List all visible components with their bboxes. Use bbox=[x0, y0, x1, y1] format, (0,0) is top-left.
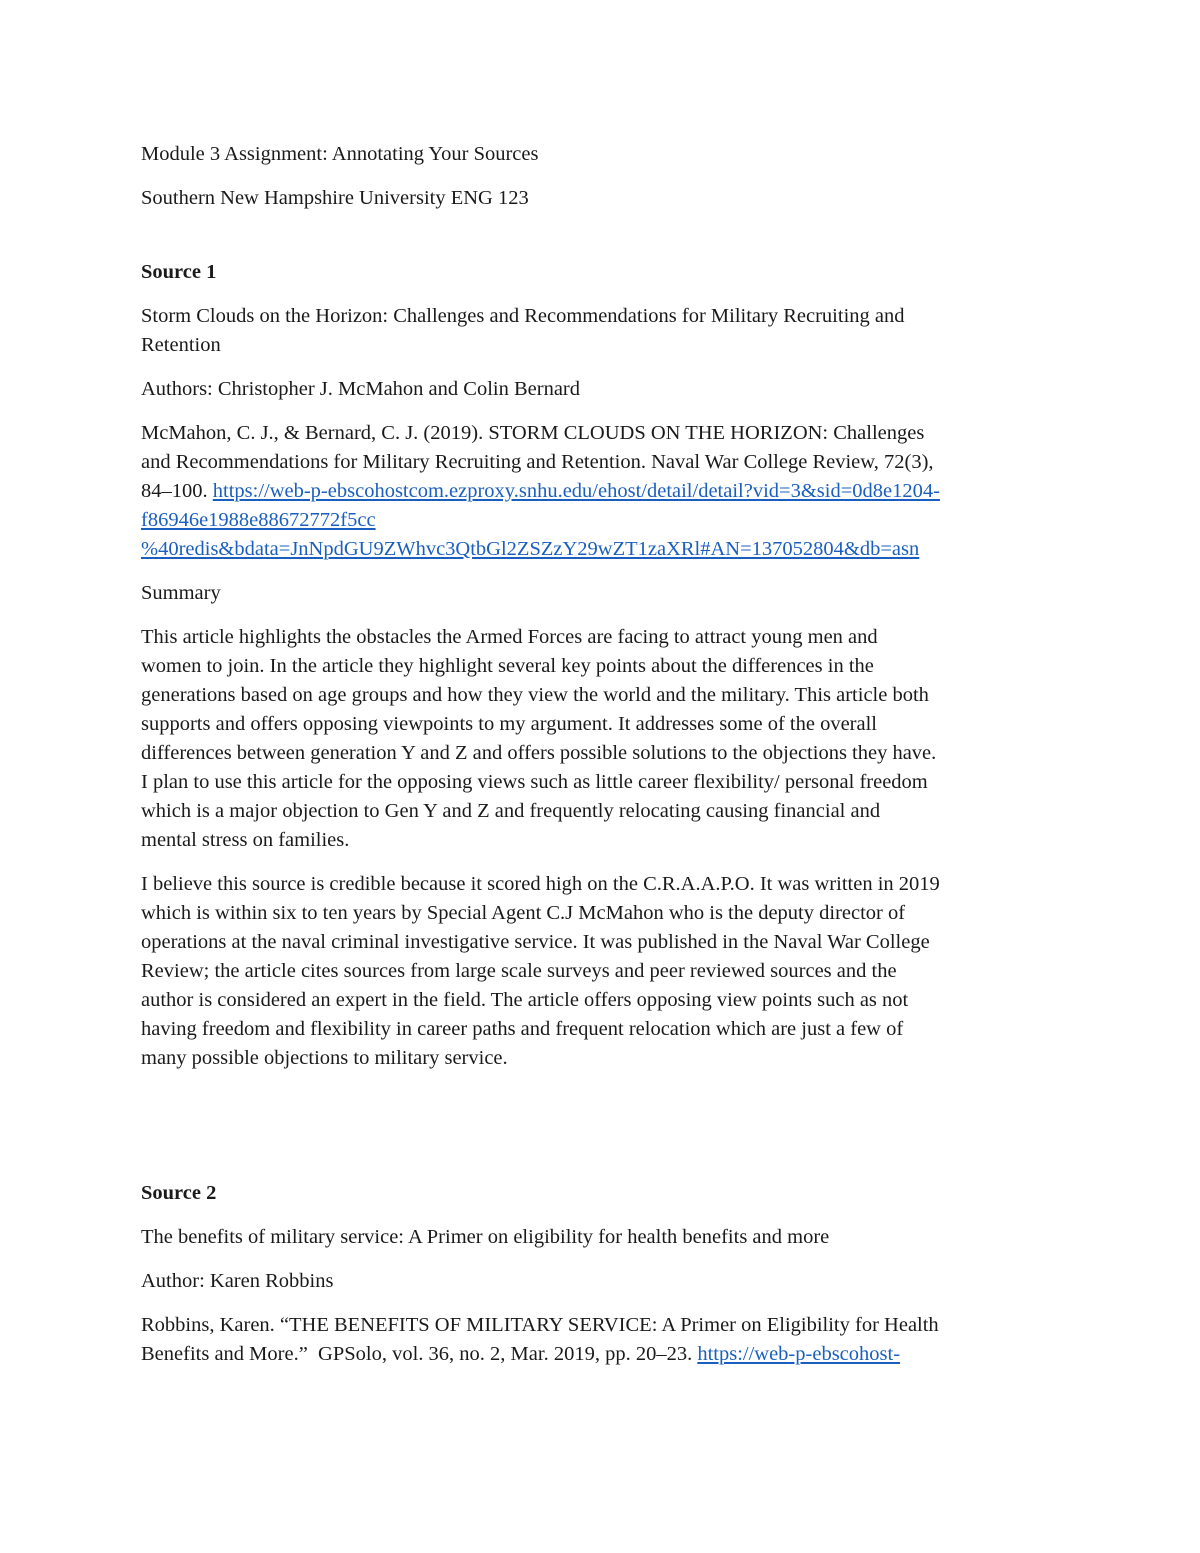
source-2-citation bbox=[141, 1311, 1071, 1369]
summary-line: mental stress on families. bbox=[141, 829, 350, 851]
document-title: Module 3 Assignment: Annotating Your Sources bbox=[141, 143, 539, 165]
spacer bbox=[141, 213, 1071, 258]
credibility-line: Review; the article cites sources from large scale surveys and peer reviewed sources and the bbox=[141, 960, 897, 982]
source-2-citation-text: Benefits and More.” GPSolo, vol. 36, no. 2, Mar. 2019, pp. 20–23. bbox=[141, 1343, 698, 1365]
source-1-title-line: Storm Clouds on the Horizon: Challenges and Recommendations for Military Recruiting and bbox=[141, 305, 905, 327]
source-1-link[interactable]: f86946e1988e88672772f5cc bbox=[141, 509, 376, 531]
summary-line: supports and offers opposing viewpoints to my argument. It addresses some of the overall bbox=[141, 713, 877, 735]
source-1-citation-line: McMahon, C. J., & Bernard, C. J. (2019). STORM CLOUDS ON THE HORIZON: Challenges bbox=[141, 422, 925, 444]
summary-line: which is a major objection to Gen Y and Z and frequently relocating causing financial and bbox=[141, 800, 881, 822]
source-1-citation bbox=[141, 419, 1071, 564]
source-1-link[interactable]: %40redis&bdata=JnNpdGU9ZWhvc3QtbGl2ZSZzY29wZT1zaXRl#AN=137052804&db=asn bbox=[141, 538, 920, 560]
source-1-heading: Source 1 bbox=[141, 261, 217, 283]
credibility-line: operations at the naval criminal investigative service. It was published in the Naval War College bbox=[141, 931, 930, 953]
spacer bbox=[141, 1073, 1071, 1179]
credibility-line: which is within six to ten years by Special Agent C.J McMahon who is the deputy director of bbox=[141, 902, 906, 924]
summary-line: women to join. In the article they highlight several key points about the differences in the bbox=[141, 655, 874, 677]
source-2-link[interactable]: https://web-p-ebscohost- bbox=[697, 1343, 901, 1365]
source-1-authors: Authors: Christopher J. McMahon and Colin Bernard bbox=[141, 378, 580, 400]
summary-label: Summary bbox=[141, 582, 221, 604]
summary-line: This article highlights the obstacles the Armed Forces are facing to attract young men and bbox=[141, 626, 878, 648]
summary-line: I plan to use this article for the opposing views such as little career flexibility/ personal freedom bbox=[141, 771, 928, 793]
source-1-citation-line bbox=[141, 506, 1071, 535]
source-1-citation-line bbox=[141, 535, 1071, 564]
source-2-author: Author: Karen Robbins bbox=[141, 1270, 334, 1292]
summary-line: differences between generation Y and Z and offers possible solutions to the objections they have. bbox=[141, 742, 937, 764]
credibility-line: having freedom and flexibility in career paths and frequent relocation which are just a few of bbox=[141, 1018, 904, 1040]
summary-line: generations based on age groups and how they view the world and the military. This article both bbox=[141, 684, 929, 706]
source-2-title: The benefits of military service: A Primer on eligibility for health benefits and more bbox=[141, 1226, 830, 1248]
credibility-line: many possible objections to military service. bbox=[141, 1047, 508, 1069]
source-2-heading: Source 2 bbox=[141, 1182, 217, 1204]
source-1-citation-line: and Recommendations for Military Recruiting and Retention. Naval War College Review, 72(3), bbox=[141, 451, 934, 473]
credibility-line: author is considered an expert in the field. The article offers opposing view points such as not bbox=[141, 989, 909, 1011]
credibility-paragraph bbox=[141, 870, 1071, 1073]
source-1-link[interactable]: https://web-p-ebscohostcom.ezproxy.snhu.edu/ehost/detail/detail?vid=3&sid=0d8e1204- bbox=[212, 480, 940, 502]
source-1-citation-line bbox=[141, 477, 1071, 506]
source-1-title-line: Retention bbox=[141, 334, 221, 356]
course-line: Southern New Hampshire University ENG 123 bbox=[141, 187, 529, 209]
source-2-citation-line bbox=[141, 1340, 1071, 1369]
document-page bbox=[141, 140, 1071, 1369]
summary-paragraph bbox=[141, 623, 1071, 855]
credibility-line: I believe this source is credible because it scored high on the C.R.A.A.P.O. It was written in 2019 bbox=[141, 873, 940, 895]
source-1-title bbox=[141, 302, 1071, 360]
source-2-citation-line: Robbins, Karen. “THE BENEFITS OF MILITARY SERVICE: A Primer on Eligibility for Health bbox=[141, 1314, 939, 1336]
source-1-citation-pages: 84–100. bbox=[141, 480, 213, 502]
